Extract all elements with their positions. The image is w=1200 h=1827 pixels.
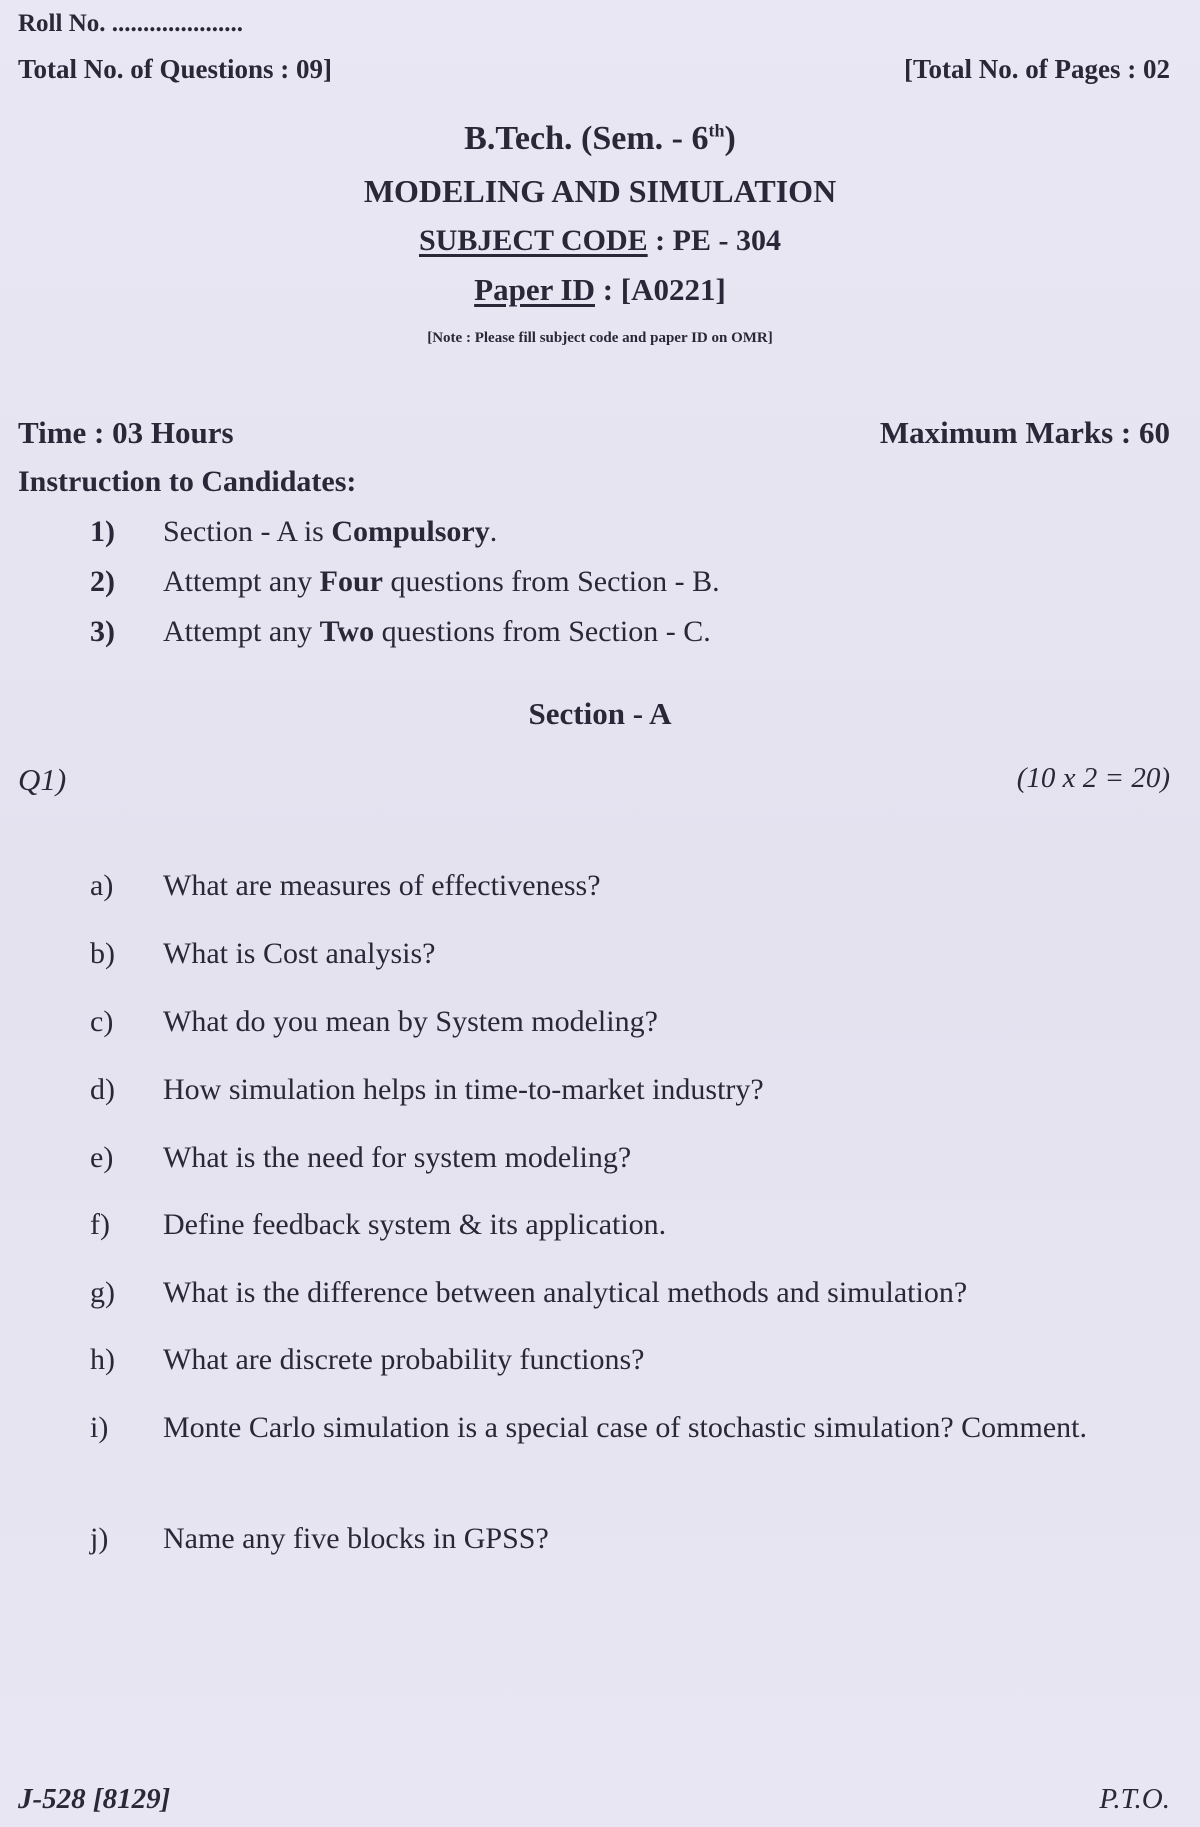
section-a-heading: Section - A <box>528 696 672 731</box>
sub-question <box>90 932 1170 975</box>
sub-question <box>90 1338 1170 1381</box>
instructions-heading: Instruction to Candidates: <box>18 465 357 498</box>
sub-question-text: Monte Carlo simulation is a special case of stochastic simulation? Comment. <box>163 1411 1087 1444</box>
paper-id-value: : [A0221] <box>594 272 726 307</box>
sub-question <box>90 1406 1170 1449</box>
exam-time: Time : 03 Hours <box>18 415 234 450</box>
subject-title: MODELING AND SIMULATION <box>363 173 837 209</box>
instruction-number: 2) <box>90 565 115 598</box>
sub-question-text: What is Cost analysis? <box>163 937 436 970</box>
sub-question <box>90 1517 1170 1560</box>
subject-code <box>0 224 1200 258</box>
sub-question-label: a) <box>90 869 114 902</box>
total-questions: Total No. of Questions : 09] <box>18 54 333 84</box>
instruction-text-end: questions from Section - B. <box>382 565 720 598</box>
total-pages: [Total No. of Pages : 02 <box>904 54 1170 84</box>
instruction-text: Section - A is <box>163 515 332 548</box>
sub-question-text: Name any five blocks in GPSS? <box>163 1522 549 1555</box>
course-end: ) <box>724 120 736 157</box>
instruction-item <box>90 565 720 599</box>
question-marks: (10 x 2 = 20) <box>1016 762 1170 794</box>
instruction-emphasis: Four <box>319 565 383 598</box>
instruction-item <box>90 515 497 549</box>
sub-question-text: How simulation helps in time-to-market industry? <box>163 1073 764 1106</box>
question-number: Q1) <box>18 762 67 797</box>
sub-question <box>90 1000 1170 1043</box>
sub-question-label: e) <box>90 1141 114 1174</box>
paper-id <box>0 272 1200 308</box>
sub-question <box>90 864 1170 907</box>
sub-question-label: h) <box>90 1343 115 1376</box>
maximum-marks: Maximum Marks : 60 <box>879 415 1170 450</box>
instruction-emphasis: Two <box>319 615 375 648</box>
instruction-emphasis: Compulsory <box>331 515 490 548</box>
sub-question-label: j) <box>90 1522 109 1555</box>
sub-question-label: d) <box>90 1073 115 1106</box>
instruction-text-end: . <box>489 515 498 548</box>
sub-question-text: Define feedback system & its application. <box>163 1208 667 1241</box>
sub-question-label: c) <box>90 1005 114 1038</box>
omr-note: [Note : Please fill subject code and paper ID on OMR] <box>427 330 773 346</box>
sub-question <box>90 1271 1170 1314</box>
sub-question-text: What is the difference between analytical methods and simulation? <box>163 1276 968 1309</box>
instruction-text: Attempt any <box>163 615 320 648</box>
sub-question-text: What are measures of effectiveness? <box>163 869 601 902</box>
sub-question <box>90 1136 1170 1179</box>
sub-question <box>90 1203 1170 1246</box>
sub-question-text: What are discrete probability functions? <box>163 1343 645 1376</box>
paper-id-label: Paper ID <box>474 272 595 307</box>
subject-code-value: : PE - 304 <box>647 224 781 257</box>
paper-reference-code: J-528 [8129] <box>18 1783 171 1815</box>
sub-question-text: What do you mean by System modeling? <box>163 1005 658 1038</box>
please-turn-over: P.T.O. <box>1099 1783 1170 1815</box>
course-name: B.Tech. (Sem. - 6 <box>464 120 709 157</box>
sub-question <box>90 1068 1170 1111</box>
subject-code-label: SUBJECT CODE <box>418 224 648 257</box>
instruction-item <box>90 615 711 649</box>
sub-question-label: f) <box>90 1208 110 1241</box>
sub-question-label: g) <box>90 1276 115 1309</box>
roll-number: Roll No. ..................... <box>18 10 243 37</box>
instruction-text-end: questions from Section - C. <box>374 615 711 648</box>
sub-question-text: What is the need for system modeling? <box>163 1141 632 1174</box>
instruction-text: Attempt any <box>163 565 320 598</box>
course-sup: th <box>708 120 725 141</box>
sub-question-label: b) <box>90 937 115 970</box>
sub-question-label: i) <box>90 1411 109 1444</box>
instruction-number: 3) <box>90 615 115 648</box>
course-title <box>0 120 1200 158</box>
instruction-number: 1) <box>90 515 115 548</box>
